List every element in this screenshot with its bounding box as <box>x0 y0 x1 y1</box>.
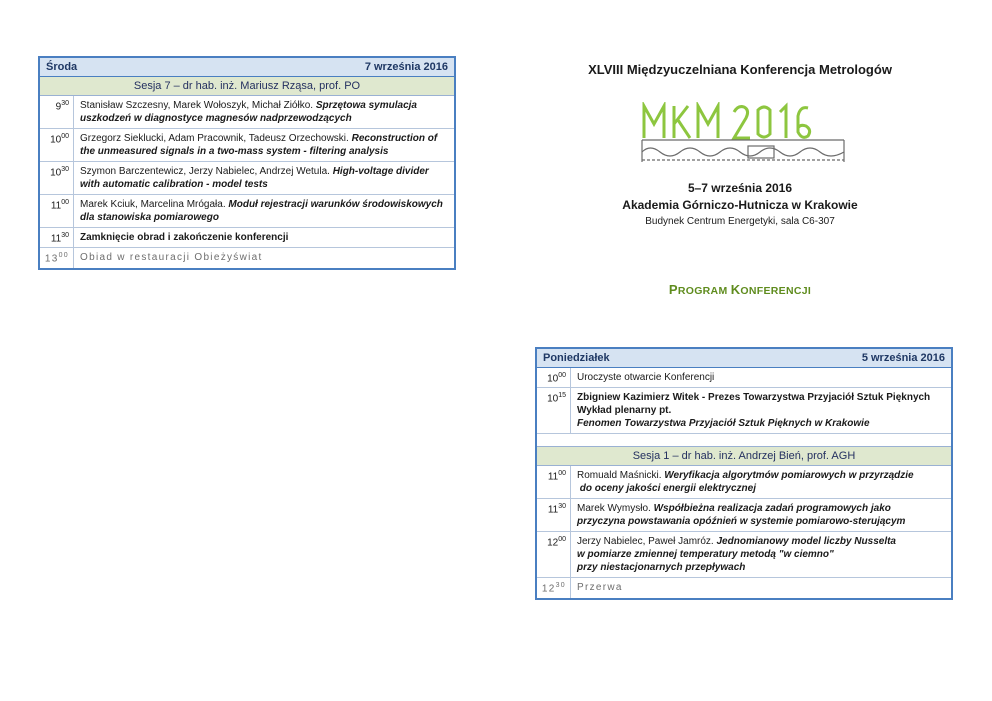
date-label: 7 września 2016 <box>364 61 448 73</box>
time-cell: $11^{30}$ <box>40 228 74 247</box>
table-row <box>537 499 951 532</box>
table-header <box>40 58 454 77</box>
talk-cell: Stanisław Szczesny, Marek Wołoszyk, Michał Ziółko. Sprzętowa symulacja uszkodzeń w diagnostyce magnesów nadprzewodzących <box>80 100 417 124</box>
spacer-row <box>537 434 951 447</box>
program-heading: PROGRAM KONFERENCJI <box>668 282 812 297</box>
talk-cell: Marek Kciuk, Marcelina Mrógała. Moduł rejestracji warunków środowiskowych dla stanowiska pomiarowego <box>80 199 443 223</box>
time-cell: $12^{00}$ <box>537 532 571 577</box>
talk-cell: Grzegorz Sieklucki, Adam Pracownik, Tadeusz Orzechowski. Reconstruction of the unmeasured signals in a two-mass system - filtering analysis <box>80 133 438 157</box>
time-cell: $12^{30}$ <box>537 578 571 597</box>
table-header <box>537 349 951 368</box>
table-row <box>40 228 454 248</box>
table-row <box>537 466 951 499</box>
table-row <box>537 368 951 388</box>
opening-cell: Uroczyste otwarcie Konferencji <box>577 372 715 383</box>
time-cell: $13^{00}$ <box>40 248 74 267</box>
wednesday-schedule-table <box>38 56 456 270</box>
table-row <box>40 248 454 267</box>
talk-cell: Romuald Maśnicki. Weryfikacja algorytmów pomiarowych w przyrządzie do oceny jakości energii elektrycznej <box>577 470 914 495</box>
time-cell: $11^{30}$ <box>537 499 571 531</box>
table-row <box>40 129 454 162</box>
lunch-cell: Obiad w restauracji Obieżyświat <box>80 252 263 264</box>
table-row <box>537 578 951 597</box>
table-row <box>537 532 951 578</box>
break-cell: Przerwa <box>577 582 623 594</box>
table-row <box>40 162 454 195</box>
time-cell: $10^{15}$ <box>537 388 571 433</box>
time-cell: $10^{00}$ <box>537 368 571 387</box>
conference-title: XLVIII Międzyuczelniana Konferencja Metrologów <box>588 62 892 77</box>
time-cell: $11^{00}$ <box>40 195 74 227</box>
venue-label: Budynek Centrum Energetyki, sala C6-307 <box>645 216 835 227</box>
conference-dates: 5–7 września 2016 <box>687 181 793 195</box>
university-name: Akademia Górniczo-Hutnicza w Krakowie <box>622 198 858 212</box>
day-label: Środa <box>46 61 78 73</box>
session-heading: Sesja 1 – dr hab. inż. Andrzej Bień, prof. AGH <box>537 447 951 466</box>
day-label: Poniedziałek <box>543 352 610 364</box>
table-row <box>40 195 454 228</box>
talk-cell: Jerzy Nabielec, Paweł Jamróz. Jednomianowy model liczby Nusselta w pomiarze zmiennej temperatury metodą "w ciemno" przy niestacjonarnych przepływach <box>577 536 896 574</box>
time-cell: $11^{00}$ <box>537 466 571 498</box>
time-cell: $10^{30}$ <box>40 162 74 194</box>
plenary-cell: Zbigniew Kazimierz Witek - Prezes Towarzystwa Przyjaciół Sztuk Pięknych Wykład plenarny pt. Fenomen Towarzystwa Przyjaciół Sztuk Pięknych w Krakowie <box>577 392 931 430</box>
session-heading: Sesja 7 – dr hab. inż. Mariusz Rząsa, prof. PO <box>40 77 454 96</box>
talk-cell: Szymon Barczentewicz, Jerzy Nabielec, Andrzej Wetula. High-voltage divider with automatic calibration - model tests <box>80 166 429 190</box>
closing-cell: Zamknięcie obrad i zakończenie konferencji <box>80 232 289 243</box>
mkm-logo <box>640 102 846 164</box>
table-row <box>40 96 454 129</box>
time-cell: $9^{30}$ <box>40 96 74 128</box>
time-cell: $10^{00}$ <box>40 129 74 161</box>
talk-cell: Marek Wymysło. Współbieżna realizacja zadań programowych jako przyczyna powstawania opóźnień w systemie pomiarowo-sterującym <box>577 503 906 528</box>
date-label: 5 września 2016 <box>861 352 945 364</box>
table-row <box>537 388 951 434</box>
monday-schedule-table <box>535 347 953 600</box>
